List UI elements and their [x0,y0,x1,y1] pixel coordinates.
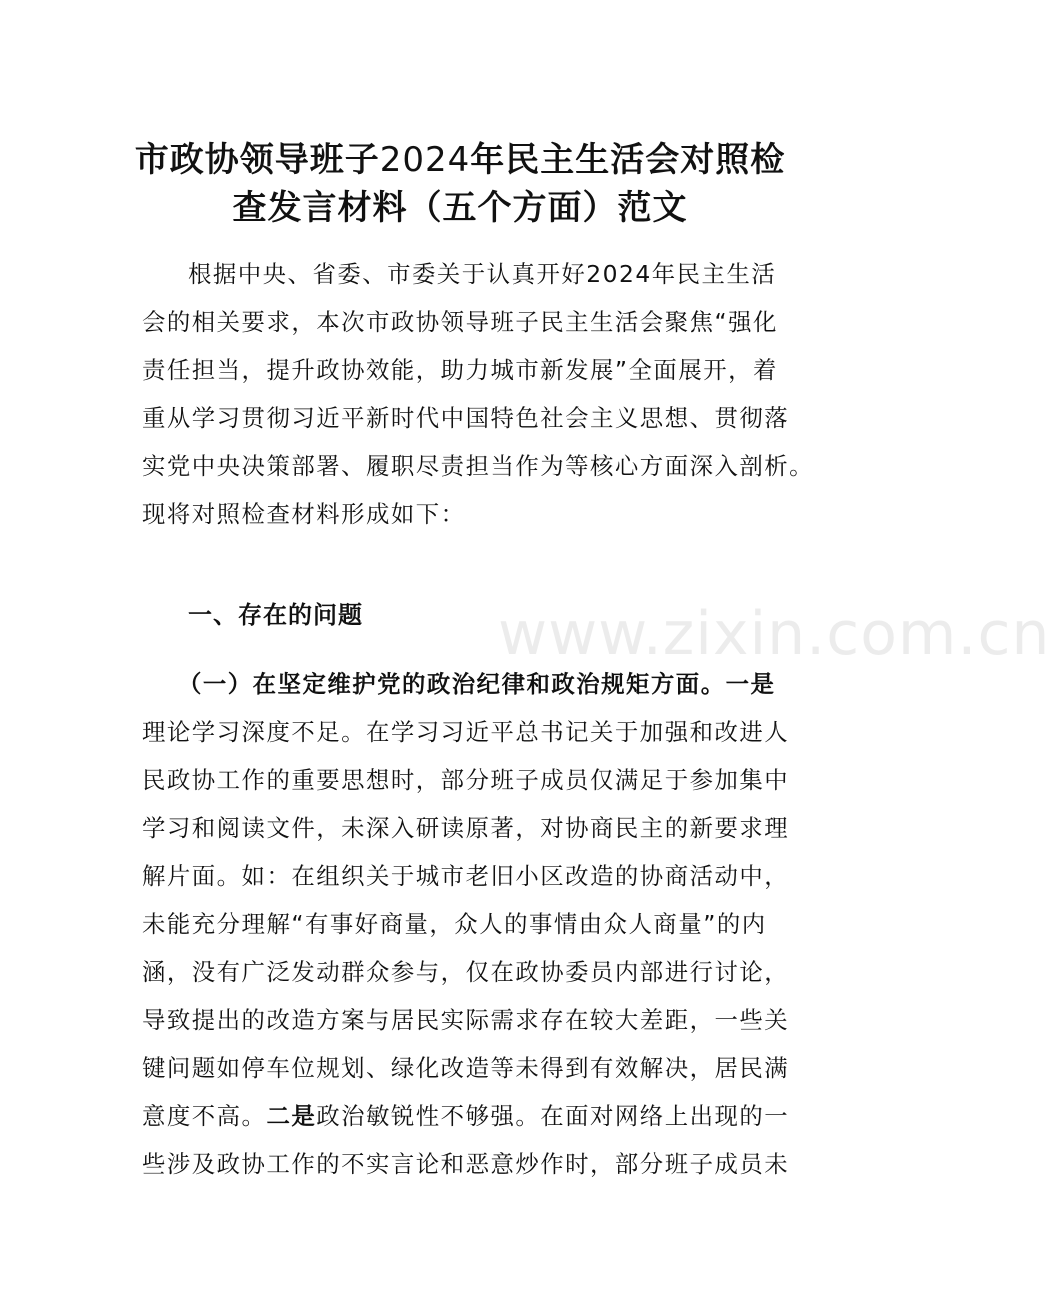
document-title-line-1 [110,136,810,184]
body-line-6: 涵，没有广泛发动群众参与，仅在政协委员内部进行讨论， [142,958,790,986]
body-line-9-text-b: 政治敏锐性不够强。在面对网络上出现的一 [316,1102,790,1130]
intro-line-4: 重从学习贯彻习近平新时代中国特色社会主义思想、贯彻落 [142,404,790,432]
section-heading-problems: 一、存在的问题 [188,601,363,629]
body-line-9-text-a: 意度不高。 [142,1102,267,1130]
body-line-9 [142,1100,789,1132]
watermark: www.zixin.com.cn [498,599,1050,669]
body-line-5: 未能充分理解“有事好商量，众人的事情由众人商量”的内 [142,910,767,938]
document-title-line-2: 查发言材料（五个方面）范文 [232,188,688,228]
body-line-9-emphasis: 二是 [266,1102,317,1130]
body-line-1: 理论学习深度不足。在学习习近平总书记关于加强和改进人 [142,718,790,746]
body-line-3: 学习和阅读文件，未深入研读原著，对协商民主的新要求理 [142,814,790,842]
body-line-2: 民政协工作的重要思想时，部分班子成员仅满足于参加集中 [142,766,790,794]
body-line-8: 键问题如停车位规划、绿化改造等未得到有效解决，居民满 [142,1054,790,1082]
body-line-10: 些涉及政协工作的不实言论和恶意炒作时，部分班子成员未 [142,1150,790,1178]
subsection-heading-1: （一）在坚定维护党的政治纪律和政治规矩方面。一是 [178,670,776,698]
intro-line-6: 现将对照检查材料形成如下： [142,500,466,528]
title-part-2: 年民主生活会对照检 [470,140,786,180]
body-line-7: 导致提出的改造方案与居民实际需求存在较大差距，一些关 [142,1006,790,1034]
intro-line-3: 责任担当，提升政协效能，助力城市新发展”全面展开，着 [142,356,778,384]
intro-line-5: 实党中央决策部署、履职尽责担当作为等核心方面深入剖析。 [142,452,815,480]
title-year: 2024 [379,140,471,180]
intro-line-2: 会的相关要求，本次市政协领导班子民主生活会聚焦“强化 [142,308,778,336]
body-line-4: 解片面。如：在组织关于城市老旧小区改造的协商活动中， [142,862,790,890]
intro-line-1: 根据中央、省委、市委关于认真开好2024年民主生活 [188,260,777,288]
title-part-1: 市政协领导班子 [134,140,380,180]
